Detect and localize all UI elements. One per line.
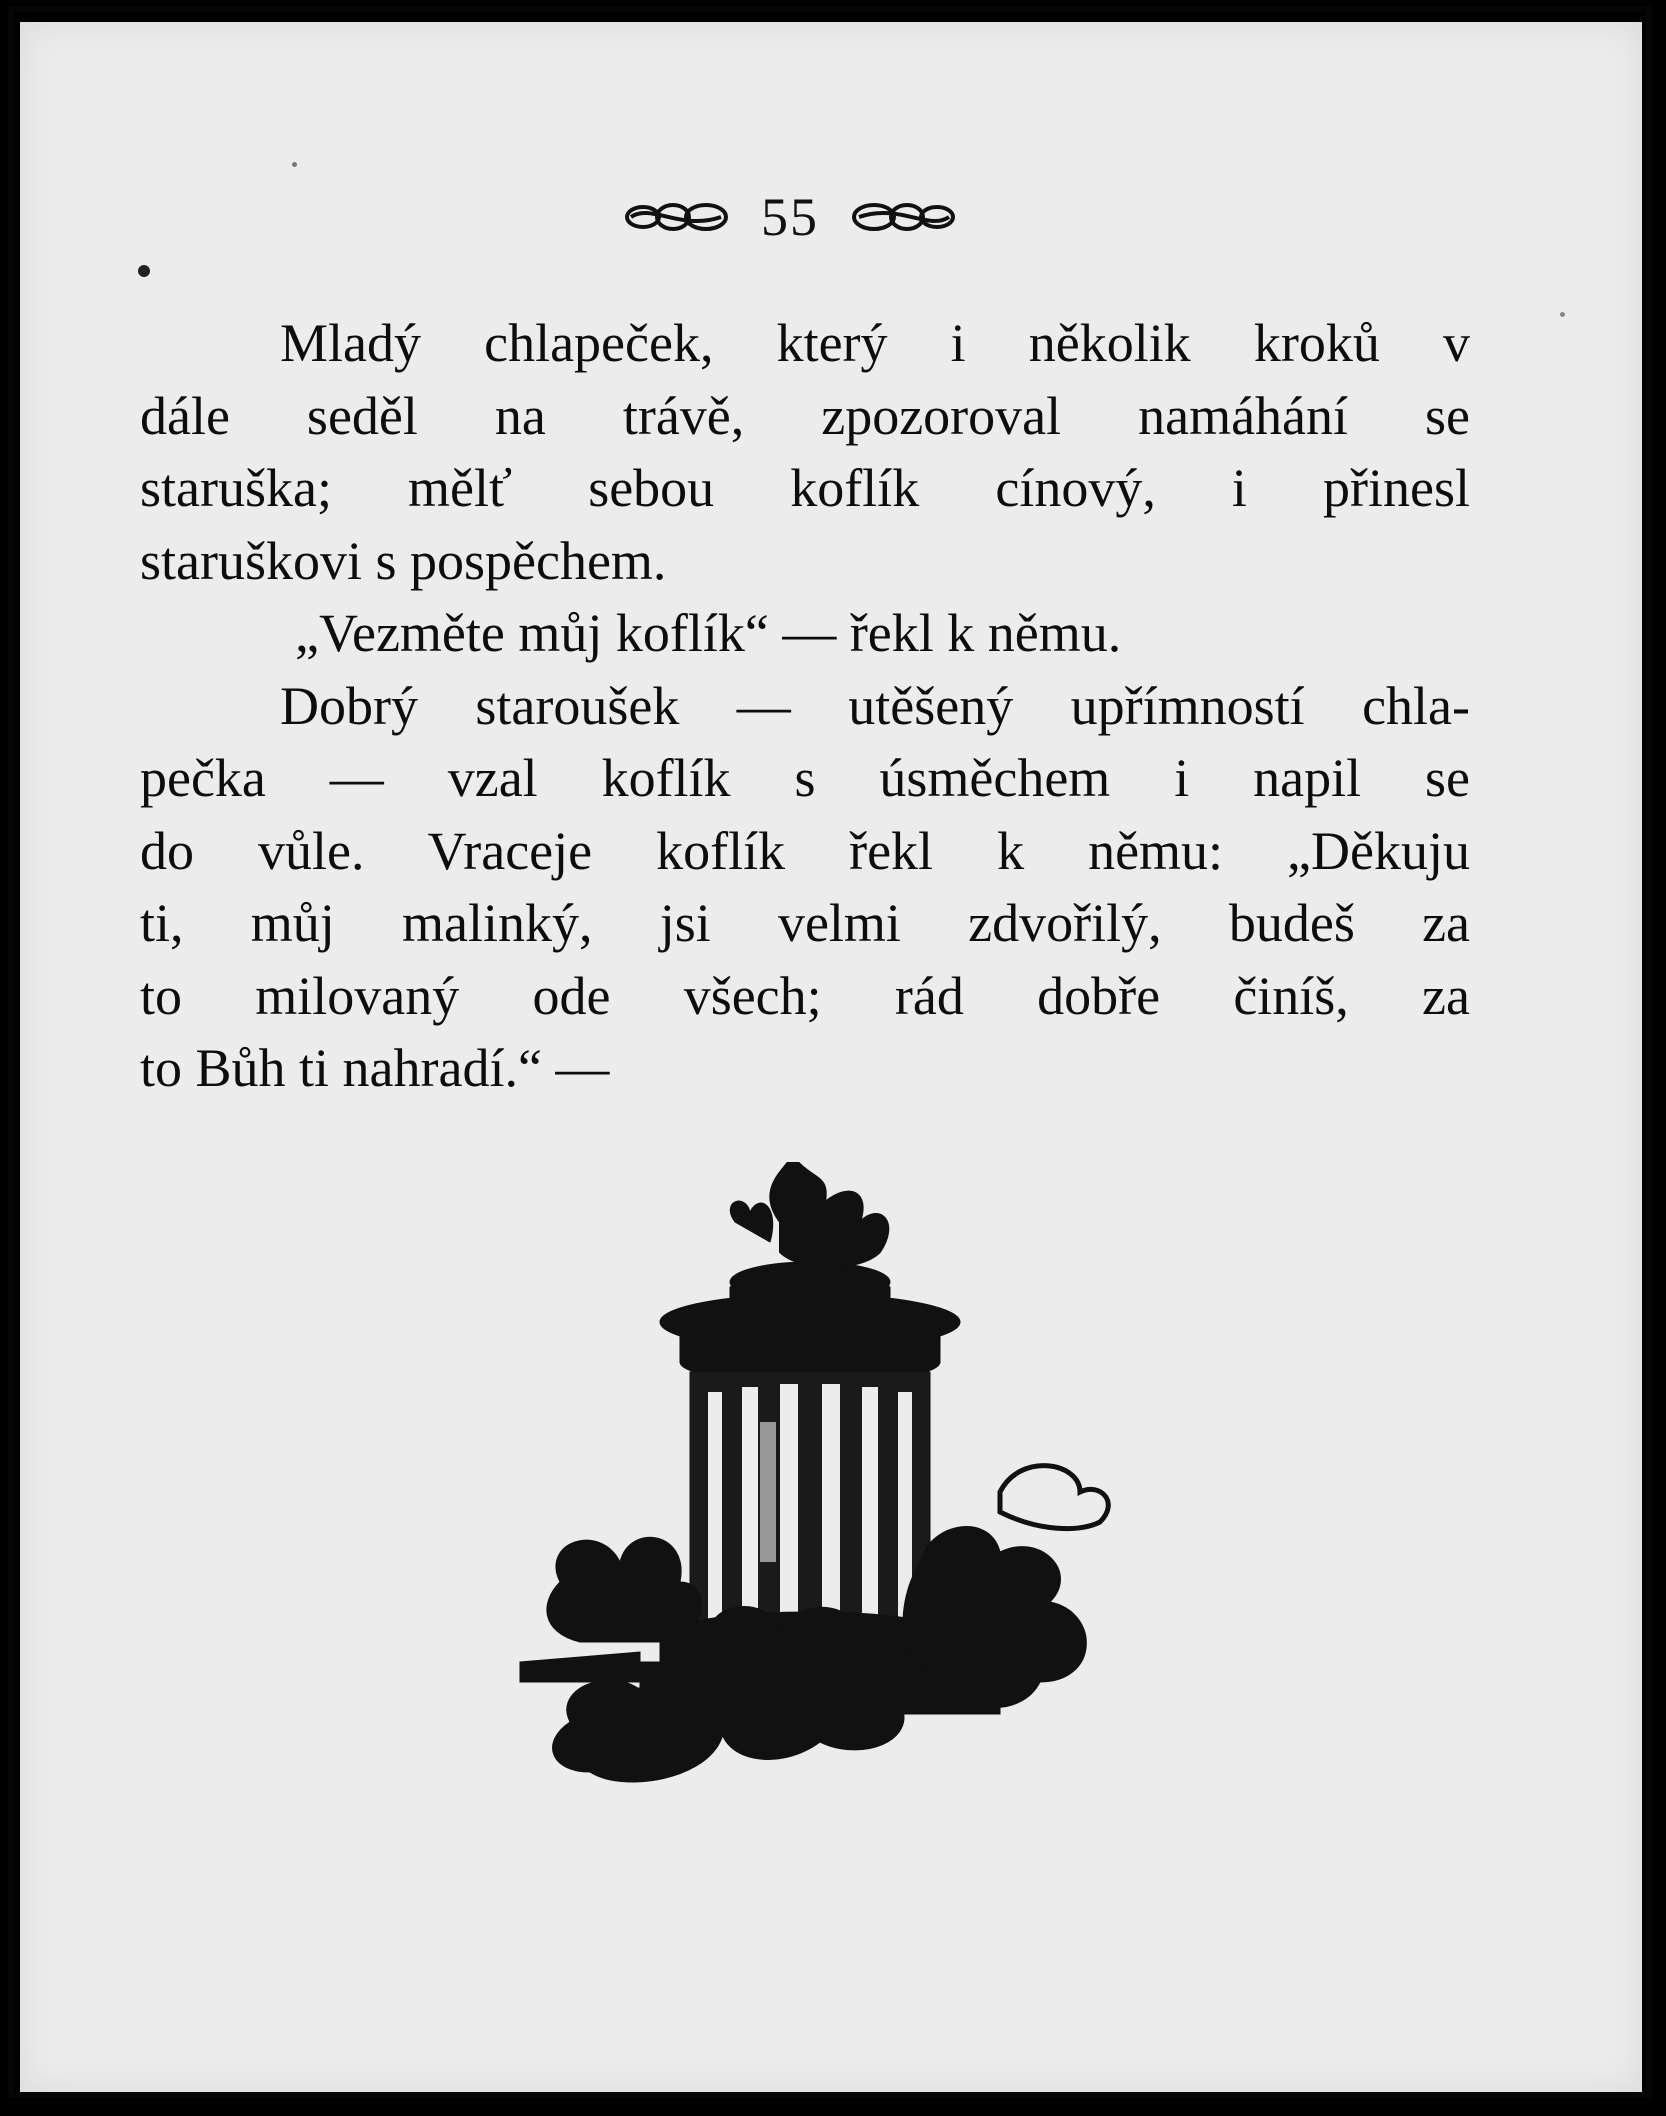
page-header	[590, 182, 990, 252]
page-number: 55	[761, 187, 819, 247]
text-line: to milovaný ode všech; rád dobře činíš, za	[140, 965, 1470, 1026]
temple-vignette-icon	[480, 1162, 1180, 1862]
text-line: Mladý chlapeček, který i několik kroků v	[280, 313, 1470, 373]
scan-speck	[1560, 312, 1565, 317]
text-line: staruškovi s pospěchem.	[140, 530, 667, 591]
text-line: dále seděl na trávě, zpozoroval namáhání se	[140, 385, 1470, 446]
body-text	[140, 307, 1470, 1105]
text-line: pečka — vzal koflík s úsměchem i napil se	[140, 748, 1470, 808]
text-line: staruška; mělť sebou koflík cínový, i přinesl	[140, 458, 1470, 518]
text-line: „Vezměte můj koflík“ — řekl k němu.	[295, 603, 1122, 663]
book-page	[20, 22, 1642, 2092]
left-ornament-icon	[621, 199, 731, 235]
text-line: to Bůh ti nahradí.“ —	[140, 1038, 610, 1098]
text-line: do vůle. Vraceje koflík řekl k němu: „Děkuju	[140, 820, 1470, 881]
right-ornament-icon	[849, 199, 959, 235]
scan-speck	[292, 162, 297, 167]
scan-speck	[138, 265, 150, 277]
text-line: ti, můj malinký, jsi velmi zdvořilý, budeš za	[140, 893, 1470, 953]
text-line: Dobrý staroušek — utěšený upřímností chla-	[280, 675, 1470, 736]
